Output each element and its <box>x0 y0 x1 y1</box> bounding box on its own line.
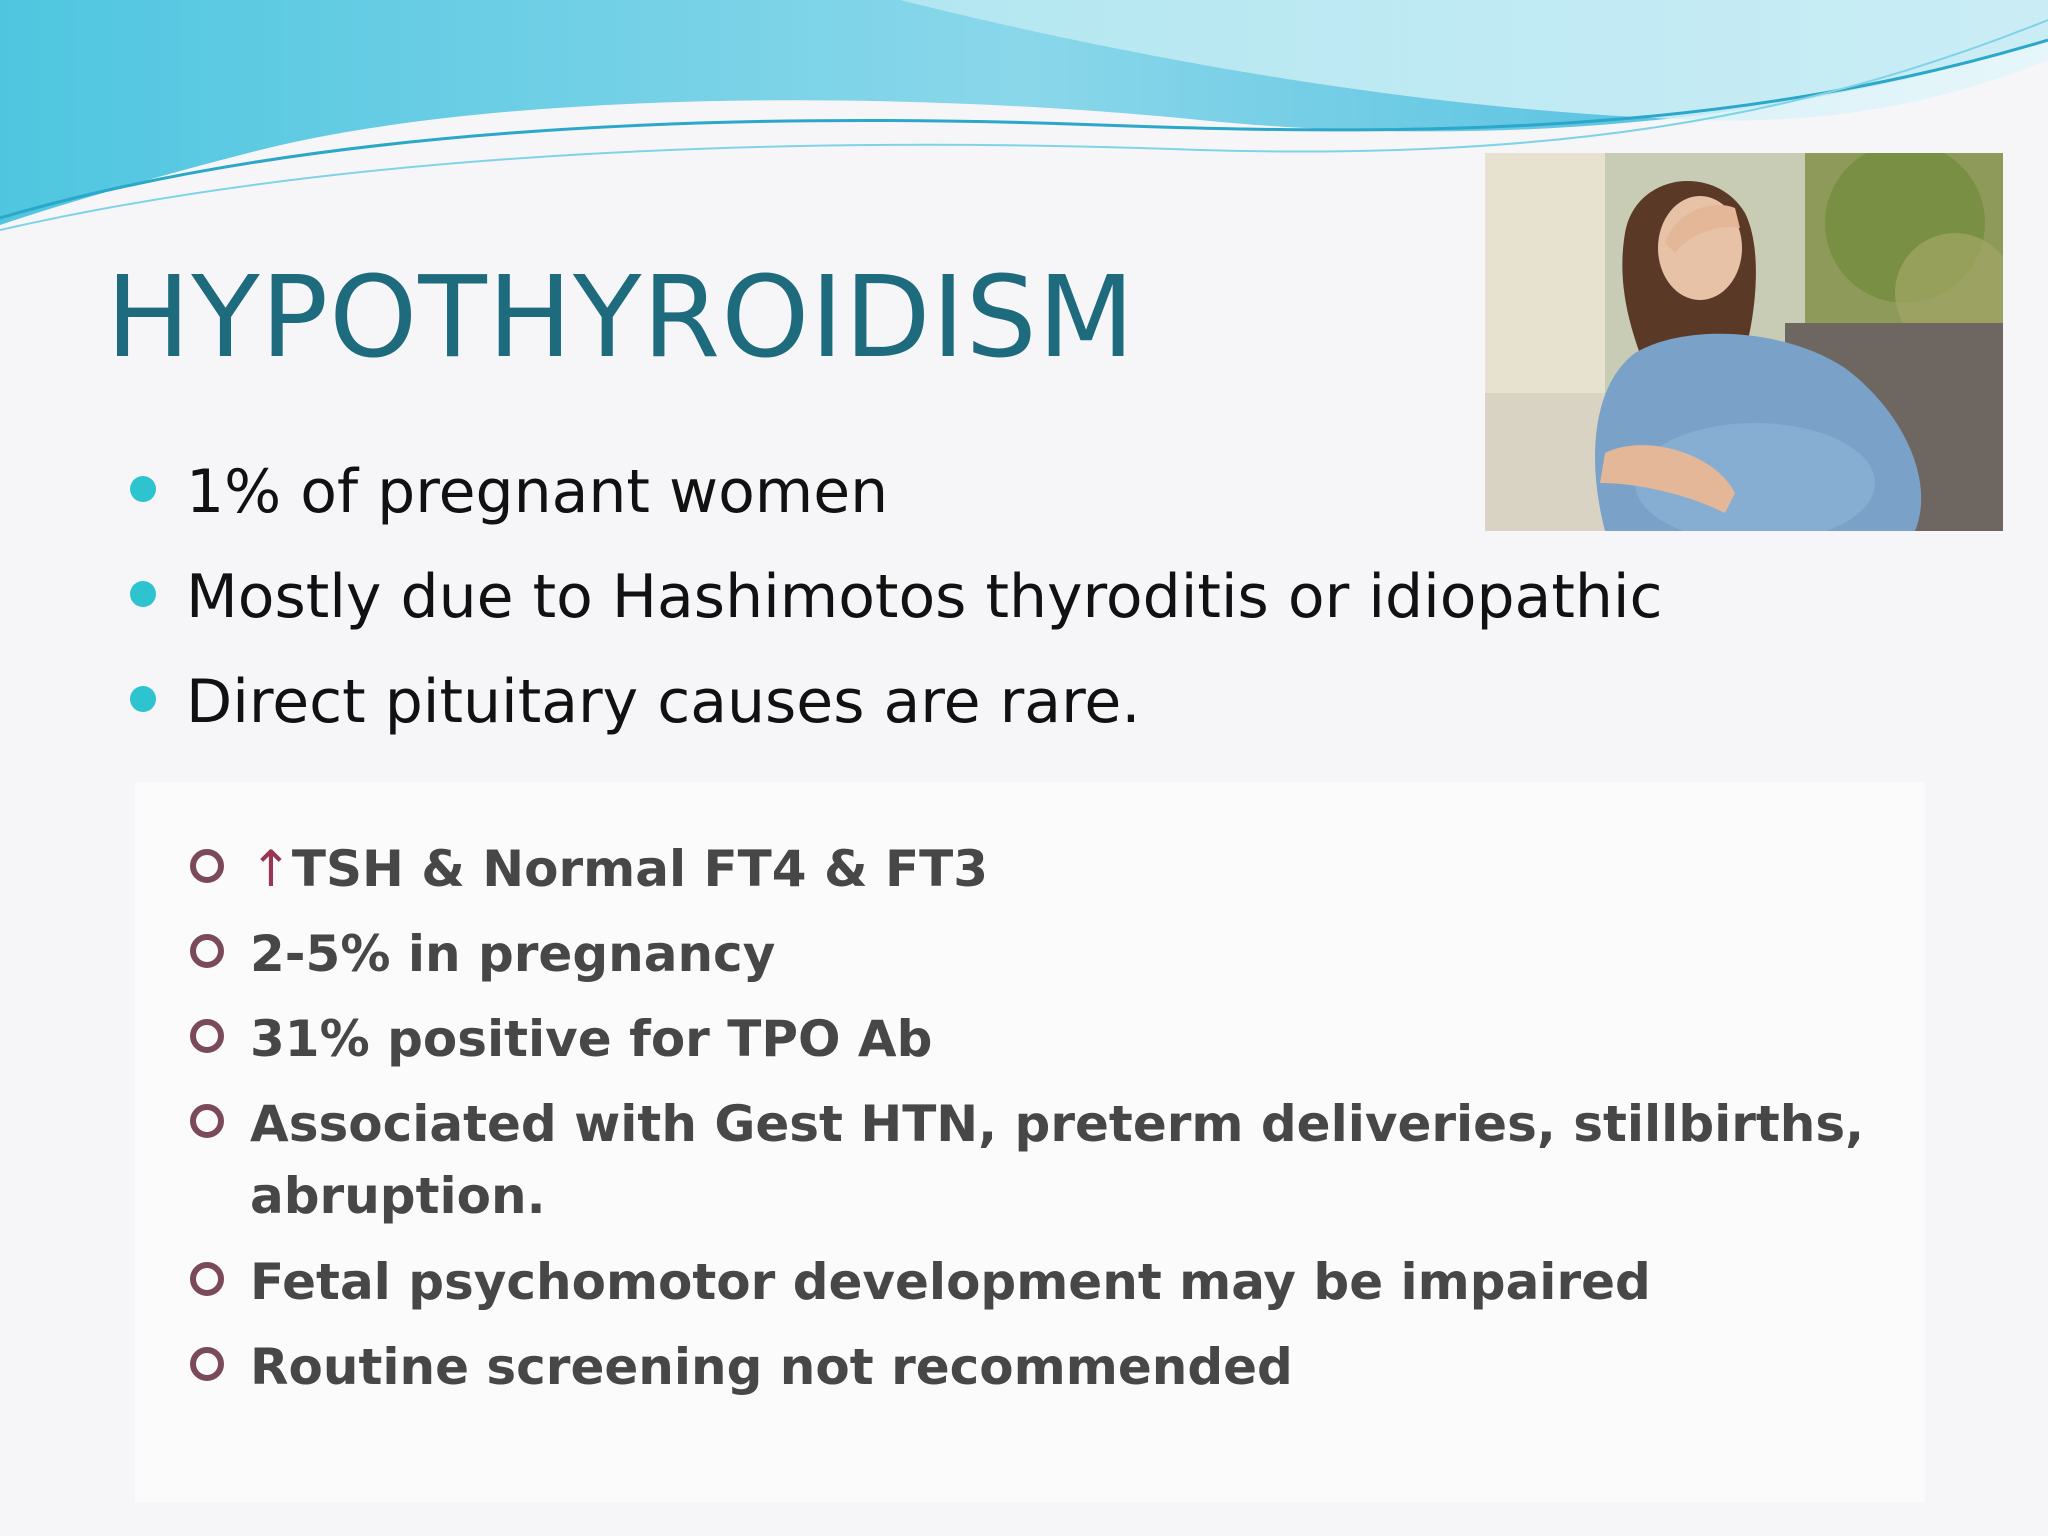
sub-item-text-continued: abruption. <box>250 1167 546 1225</box>
ring-bullet-icon <box>190 1262 224 1296</box>
pregnant-woman-photo <box>1485 153 2003 531</box>
sub-list-item <box>190 1003 932 1075</box>
ring-bullet-icon <box>190 1019 224 1053</box>
sub-item-text: Routine screening not recommended <box>250 1338 1293 1396</box>
bullet-text: 1% of pregnant women <box>186 457 889 527</box>
sub-list-item <box>190 1088 1864 1232</box>
bullet-dot-icon <box>130 581 156 607</box>
photo-illustration <box>1485 153 2003 531</box>
up-arrow-icon: ↑ <box>250 840 292 898</box>
sub-list-item <box>190 1331 1293 1403</box>
bullet-dot-icon <box>130 476 156 502</box>
sub-item-text: Associated with Gest HTN, preterm deliveries, stillbirths, <box>250 1095 1865 1153</box>
bullet-text: Direct pituitary causes are rare. <box>186 667 1141 737</box>
ring-bullet-icon <box>190 1347 224 1381</box>
sub-item-text: 31% positive for TPO Ab <box>250 1010 933 1068</box>
ring-bullet-icon <box>190 934 224 968</box>
bullet-item <box>130 662 1140 742</box>
bullet-item <box>130 452 888 532</box>
bullet-dot-icon <box>130 686 156 712</box>
sub-item-text: TSH & Normal FT4 & FT3 <box>291 840 989 898</box>
ring-bullet-icon <box>190 1104 224 1138</box>
bullet-text: Mostly due to Hashimotos thyroditis or idiopathic <box>186 562 1663 632</box>
sub-item-text: 2-5% in pregnancy <box>250 925 776 983</box>
sub-list-item <box>190 1246 1651 1318</box>
bullet-item <box>130 557 1663 637</box>
ring-bullet-icon <box>190 849 224 883</box>
sub-list-item <box>190 918 775 990</box>
slide-title: HYPOTHYROIDISM <box>106 253 1136 383</box>
sub-item-text: Fetal psychomotor development may be impaired <box>250 1253 1651 1311</box>
sub-list-item <box>190 833 988 905</box>
